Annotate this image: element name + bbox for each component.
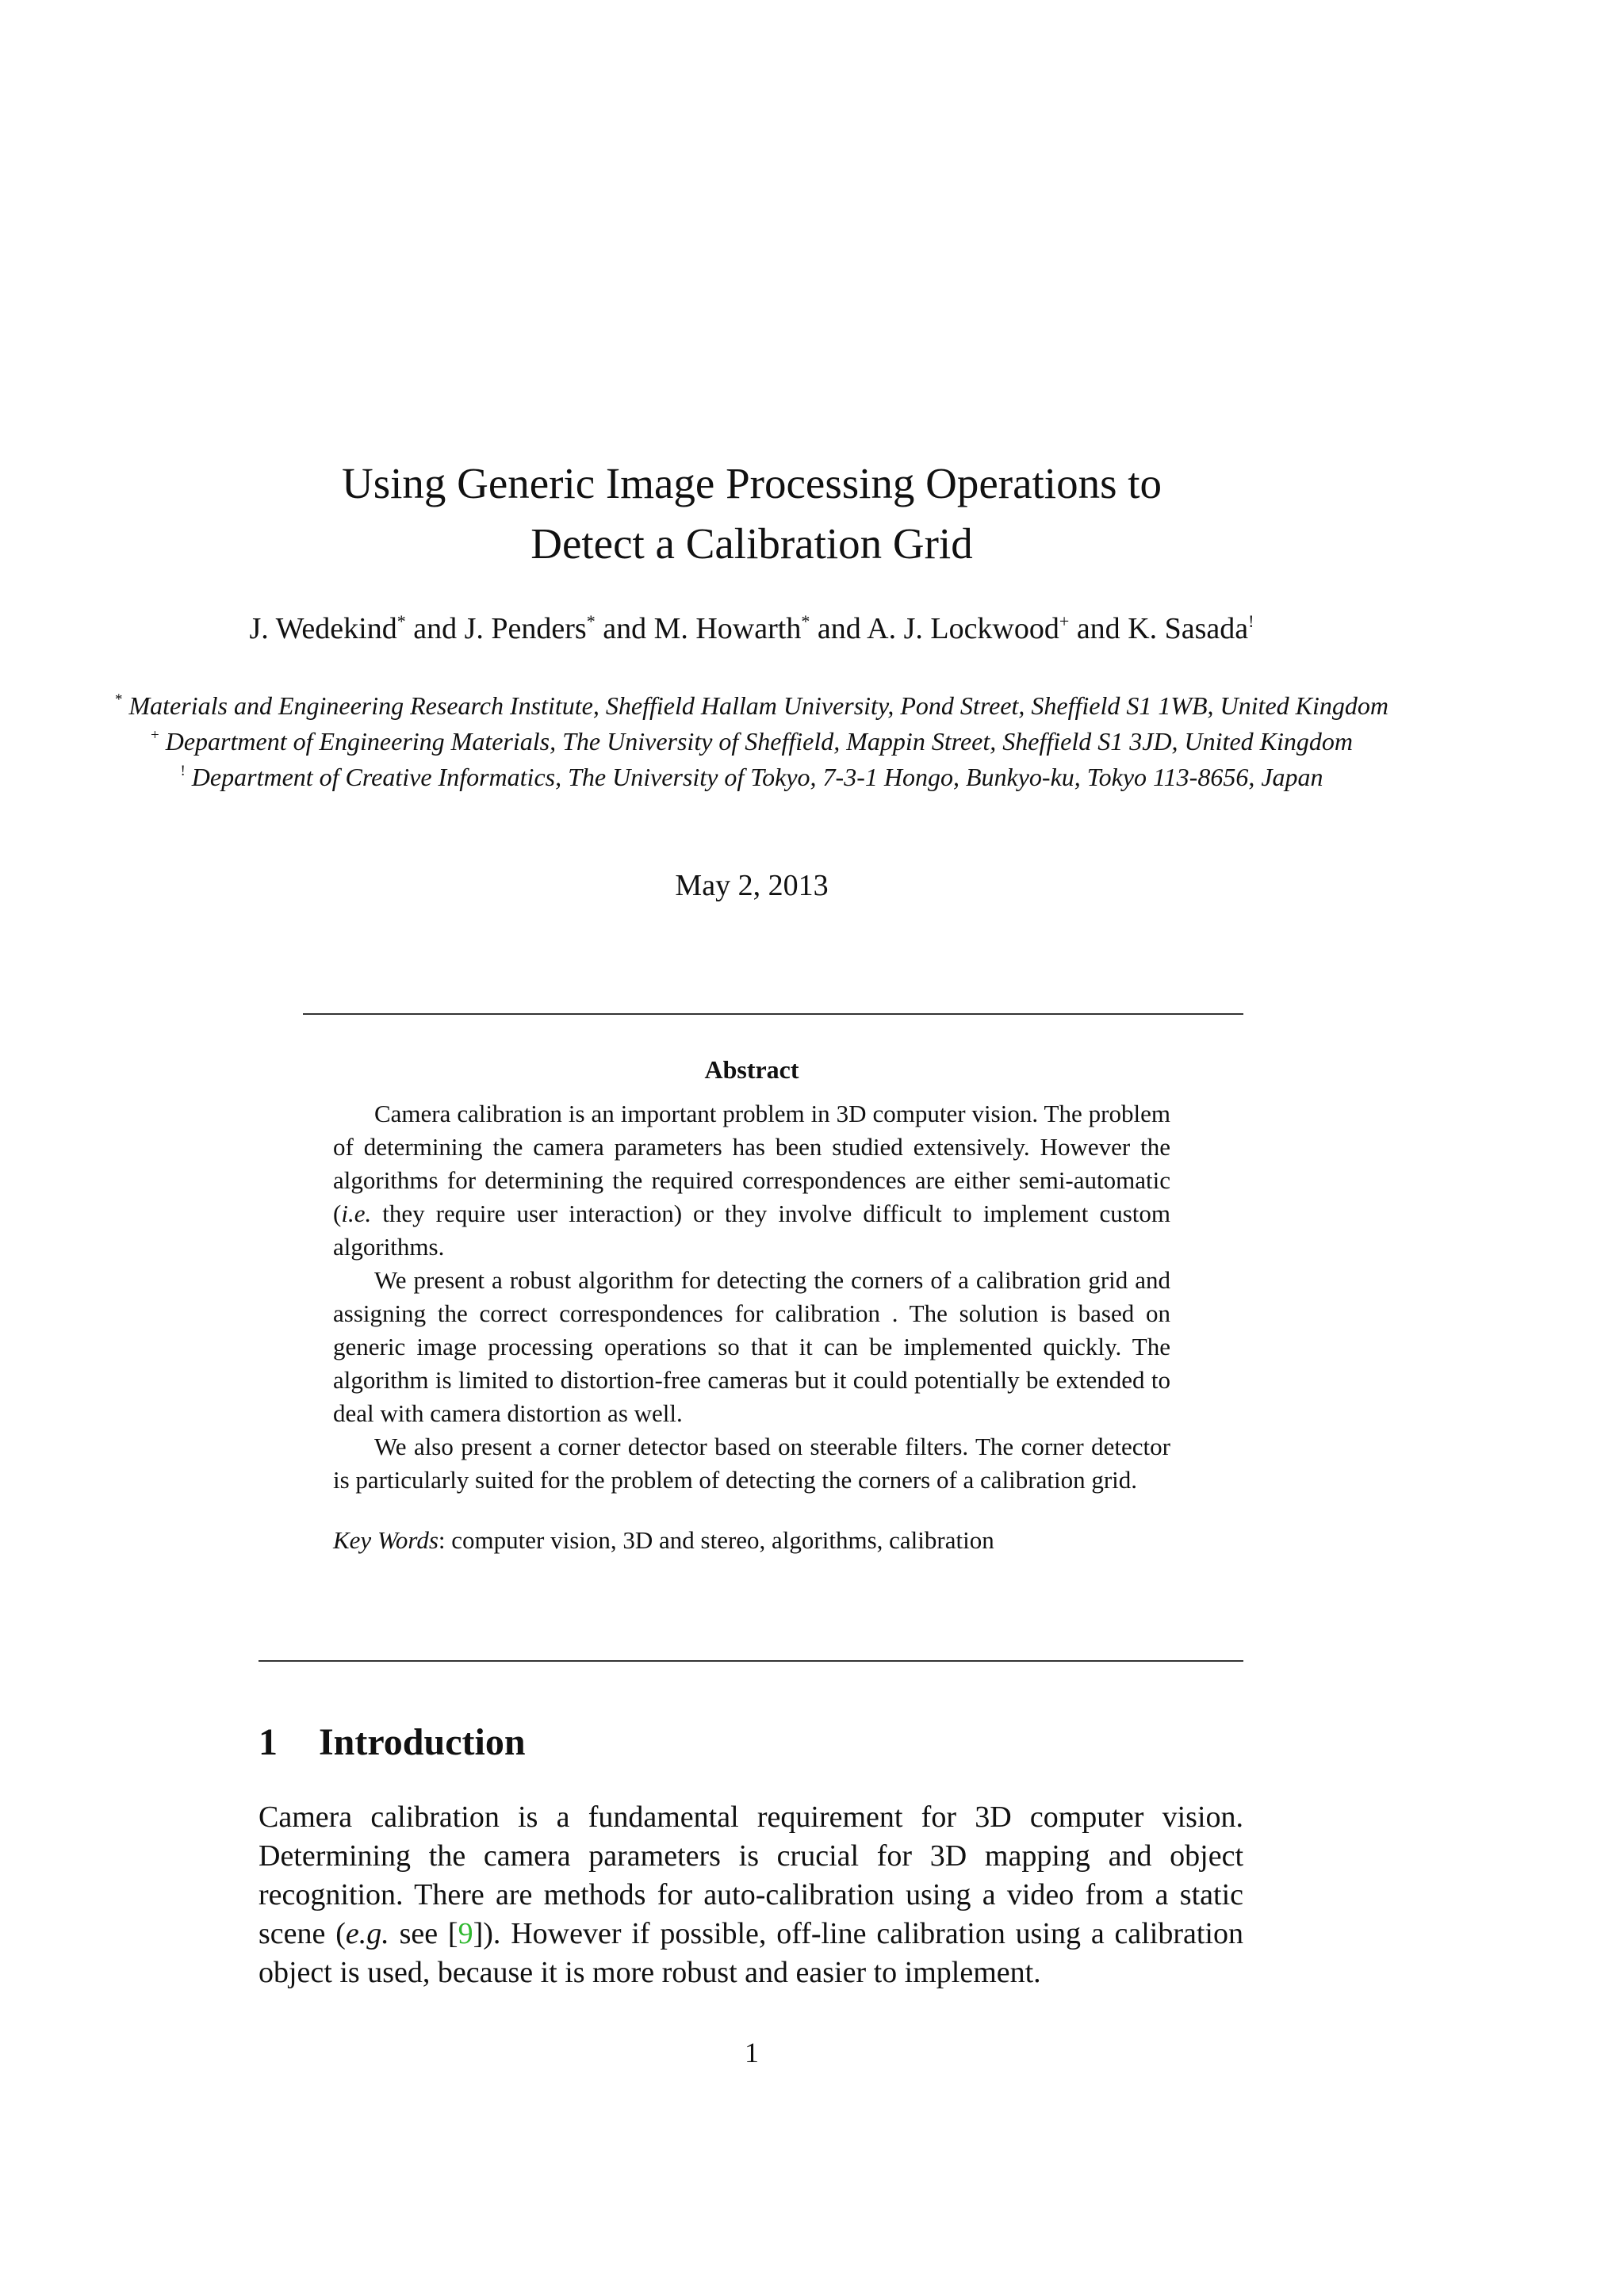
body-text: ]). However if possible, off-line calibration using a calibration object is used, because it is more robust and easier to implement. xyxy=(259,1917,1243,1989)
section-heading xyxy=(259,1719,526,1766)
author-name: J. Penders xyxy=(464,612,587,645)
author-affiliation-mark: * xyxy=(396,611,406,631)
affiliation-text: Materials and Engineering Research Institute, Sheffield Hallam University, Pond Street, Sheffield S1 1WB, United Kingdom xyxy=(128,691,1388,720)
body-text: Camera calibration is a fundamental requirement for 3D computer vision. Determining the camera parameters is crucial for 3D mapping and object recognition. There are methods for auto-calibration using a video from a static scene ( xyxy=(259,1800,1243,1950)
abstract-text: Camera calibration is an important problem in 3D computer vision. The problem of determining the camera parameters has been studied extensively. However the algorithms for determining the required correspondences are either semi-automatic ( xyxy=(333,1100,1170,1227)
author-affiliation-mark: + xyxy=(1059,611,1070,631)
affiliation-text: Department of Creative Informatics, The University of Tokyo, 7-3-1 Hongo, Bunkyo-ku, Tokyo 113-8656, Japan xyxy=(191,763,1323,791)
keywords-line xyxy=(333,1524,1170,1557)
affiliation-line xyxy=(0,760,1503,795)
abstract-paragraph xyxy=(333,1097,1170,1264)
affiliation-list xyxy=(0,688,1503,795)
author-affiliation-mark: ! xyxy=(1248,611,1254,631)
affiliation-line xyxy=(0,724,1503,760)
section-title: Introduction xyxy=(319,1721,526,1763)
title-line-2: Detect a Calibration Grid xyxy=(530,519,973,568)
abstract-text: they require user interaction) or they involve difficult to implement custom algorithms. xyxy=(333,1200,1170,1261)
affiliation-text: Department of Engineering Materials, The University of Sheffield, Mappin Street, Sheffield S1 3JD, United Kingdom xyxy=(165,727,1353,756)
author-name: K. Sasada xyxy=(1128,612,1249,645)
author xyxy=(1128,612,1254,645)
author xyxy=(867,612,1069,645)
page-number: 1 xyxy=(745,2037,759,2068)
paper-title xyxy=(0,453,1503,574)
author-separator: and xyxy=(405,612,465,645)
keywords-label: Key Words xyxy=(333,1526,439,1554)
body-text: see [ xyxy=(389,1917,458,1950)
publication-date: May 2, 2013 xyxy=(675,869,829,902)
abstract-bottom-rule xyxy=(259,1660,1243,1662)
keywords-separator: : xyxy=(438,1526,452,1554)
author-affiliation-mark: * xyxy=(586,611,596,631)
author-list xyxy=(0,609,1503,649)
abstract-emphasis: i.e. xyxy=(341,1200,372,1227)
title-line-1: Using Generic Image Processing Operations to xyxy=(341,459,1162,507)
author xyxy=(654,612,810,645)
author-affiliation-mark: * xyxy=(801,611,810,631)
body-emphasis: e.g. xyxy=(345,1917,389,1950)
abstract-top-rule xyxy=(303,1013,1243,1015)
abstract-paragraph: We also present a corner detector based on steerable filters. The corner detector is particularly suited for the problem of detecting the corners of a calibration grid. xyxy=(333,1433,1170,1494)
author-name: M. Howarth xyxy=(653,612,802,645)
author-separator: and xyxy=(595,612,654,645)
abstract-heading: Abstract xyxy=(704,1055,799,1084)
introduction-paragraph xyxy=(259,1798,1243,1992)
abstract-block xyxy=(333,1053,1170,1557)
citation-link[interactable]: 9 xyxy=(458,1917,473,1950)
author xyxy=(250,612,406,645)
keywords-text: computer vision, 3D and stereo, algorithms, calibration xyxy=(451,1526,994,1554)
author-separator: and xyxy=(1069,612,1128,645)
section-number: 1 xyxy=(259,1721,278,1763)
affiliation-mark: + xyxy=(151,727,159,744)
author-name: A. J. Lockwood xyxy=(867,612,1059,645)
affiliation-mark: ! xyxy=(180,763,186,779)
author-separator: and xyxy=(810,612,868,645)
affiliation-line xyxy=(0,688,1503,724)
abstract-paragraph: We present a robust algorithm for detecting the corners of a calibration grid and assigning the correct correspondences for calibration . The solution is based on generic image processing operations so that it can be implemented quickly. The algorithm is limited to distortion-free cameras but it could potentially be extended to deal with camera distortion as well. xyxy=(333,1266,1170,1427)
affiliation-mark: * xyxy=(115,691,123,708)
author xyxy=(465,612,596,645)
author-name: J. Wedekind xyxy=(249,612,397,645)
